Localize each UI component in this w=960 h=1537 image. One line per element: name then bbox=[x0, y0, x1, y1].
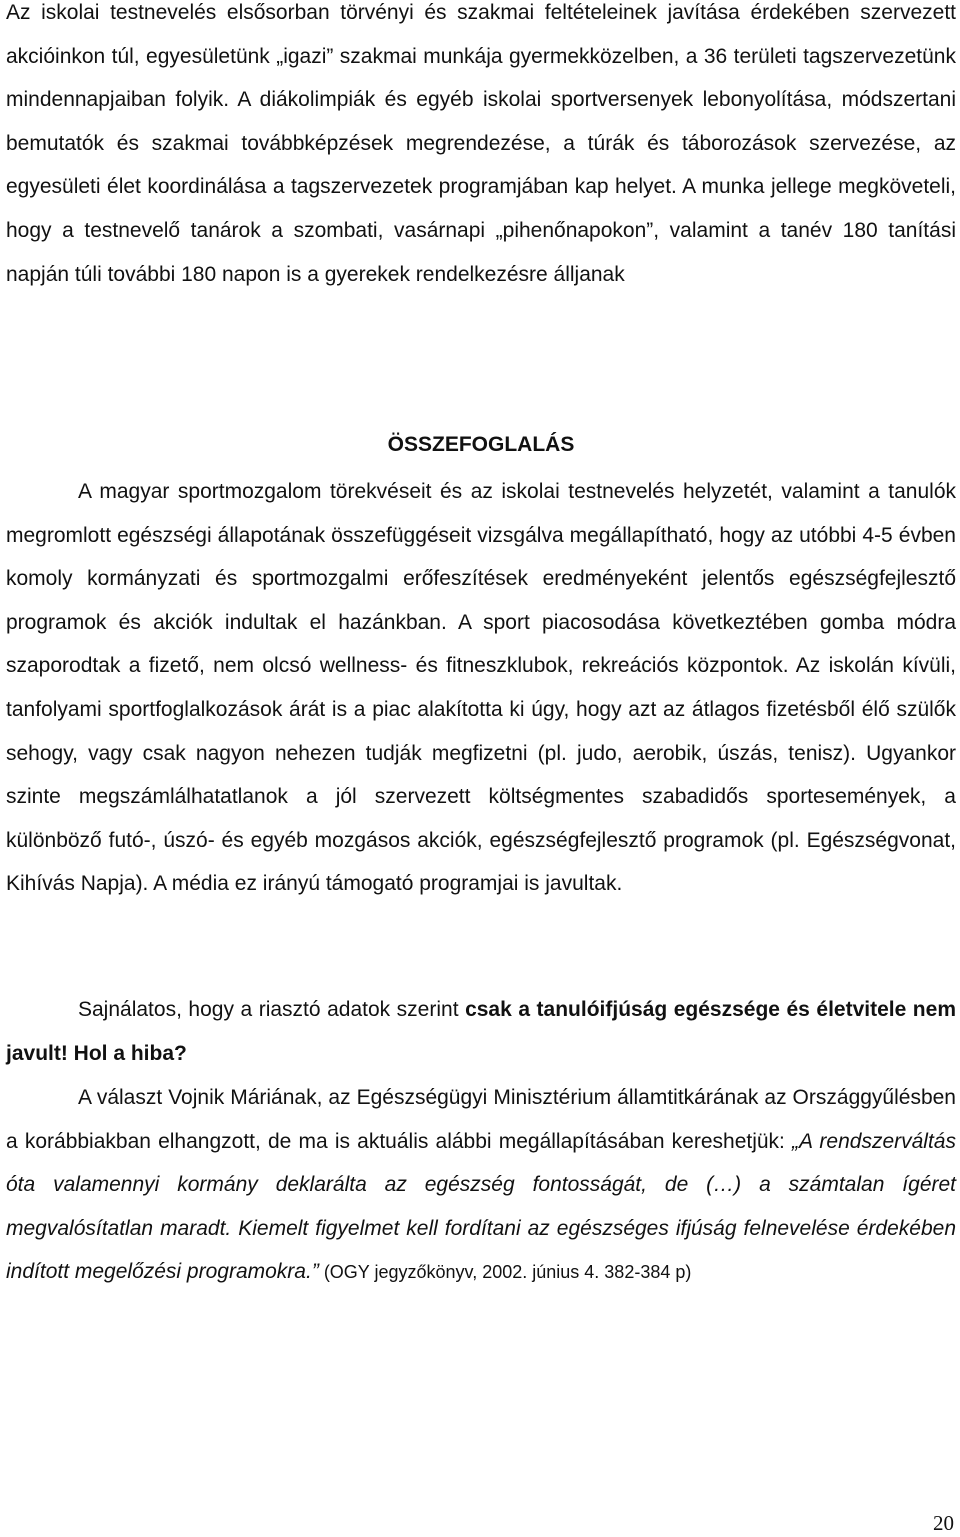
body-paragraph-1: Az iskolai testnevelés elsősorban törvényi és szakmai feltételeinek javítása érdekében szervezett akcióinkon túl, egyesületünk „igazi” szakmai munkája gyermekközelben, a 36 területi tagszervezetünk mindennapjaiban folyik. A diákolimpiák és egyéb iskolai sportversenyek lebonyolítása, módszertani bemutatók és szakmai továbbképzések megrendezése, a túrák és táborozások szervezése, az egyesületi élet koordinálása a tagszervezetek programjában kap helyet. A munka jellege megköveteli, hogy a testnevelő tanárok a szombati, vasárnapi „pihenőnapokon”, valamint a tanév 180 tanítási napján túli további 180 napon is a gyerekek rendelkezésre álljanak bbox=[6, 1, 956, 286]
page-number: 20 bbox=[933, 1511, 954, 1535]
paragraph-4-text: A választ Vojnik Máriának, az Egészségügyi Minisztérium államtitkárának az Országgyűlésben a korábbiakban elhangzott, de ma is aktuális alábbi megállapításában kereshetjük: bbox=[6, 1086, 956, 1153]
body-paragraph-3 bbox=[6, 988, 956, 1075]
section-heading: ÖSSZEFOGLALÁS bbox=[387, 433, 575, 456]
paragraph-3-text: Sajnálatos, hogy a riasztó adatok szerint bbox=[78, 998, 466, 1021]
paragraph-3-bold-text: csak a tanulóifjúság egészsége és életvitele nem javult! Hol a hiba? bbox=[6, 998, 956, 1065]
body-paragraph-4 bbox=[6, 1076, 956, 1295]
body-paragraph-2: A magyar sportmozgalom törekvéseit és az iskolai testnevelés helyzetét, valamint a tanulók megromlott egészségi állapotának összefüggéseit vizsgálva megállapítható, hogy az utóbbi 4-5 évben komoly kormányzati és sportmozgalmi erőfeszítések eredményeként jelentős egészségfejlesztő programok és akciók indultak el hazánkban. A sport piacosodása következtében gomba módra szaporodtak a fizető, nem olcsó wellness- és fitneszklubok, rekreációs központok. Az iskolán kívüli, tanfolyami sportfoglalkozások árát is a piac alakította ki úgy, hogy azt az átlagos fizetésből élő szülők sehogy, vagy csak nagyon nehezen tudják megfizetni (pl. judo, aerobik, úszás, tenisz). Ugyankor szinte megszámlálhatatlanok a jól szervezett költségmentes szabadidős sportesemények, a különböző futó-, úszó- és egyéb mozgásos akciók, egészségfejlesztő programok (pl. Egészségvonat, Kihívás Napja). A média ez irányú támogató programjai is javultak. bbox=[6, 480, 956, 896]
citation: (OGY jegyzőkönyv, 2002. június 4. 382-384 p) bbox=[318, 1262, 692, 1283]
quotation: „A rendszerváltás óta valamennyi kormány deklarálta az egészség fontosságát, de (…) a számtalan ígéret megvalósítatlan maradt. Kiemelt figyelmet kell fordítani az egészséges ifjúság felnevelése érdekében indított megelőzési programokra.” bbox=[6, 1129, 956, 1284]
